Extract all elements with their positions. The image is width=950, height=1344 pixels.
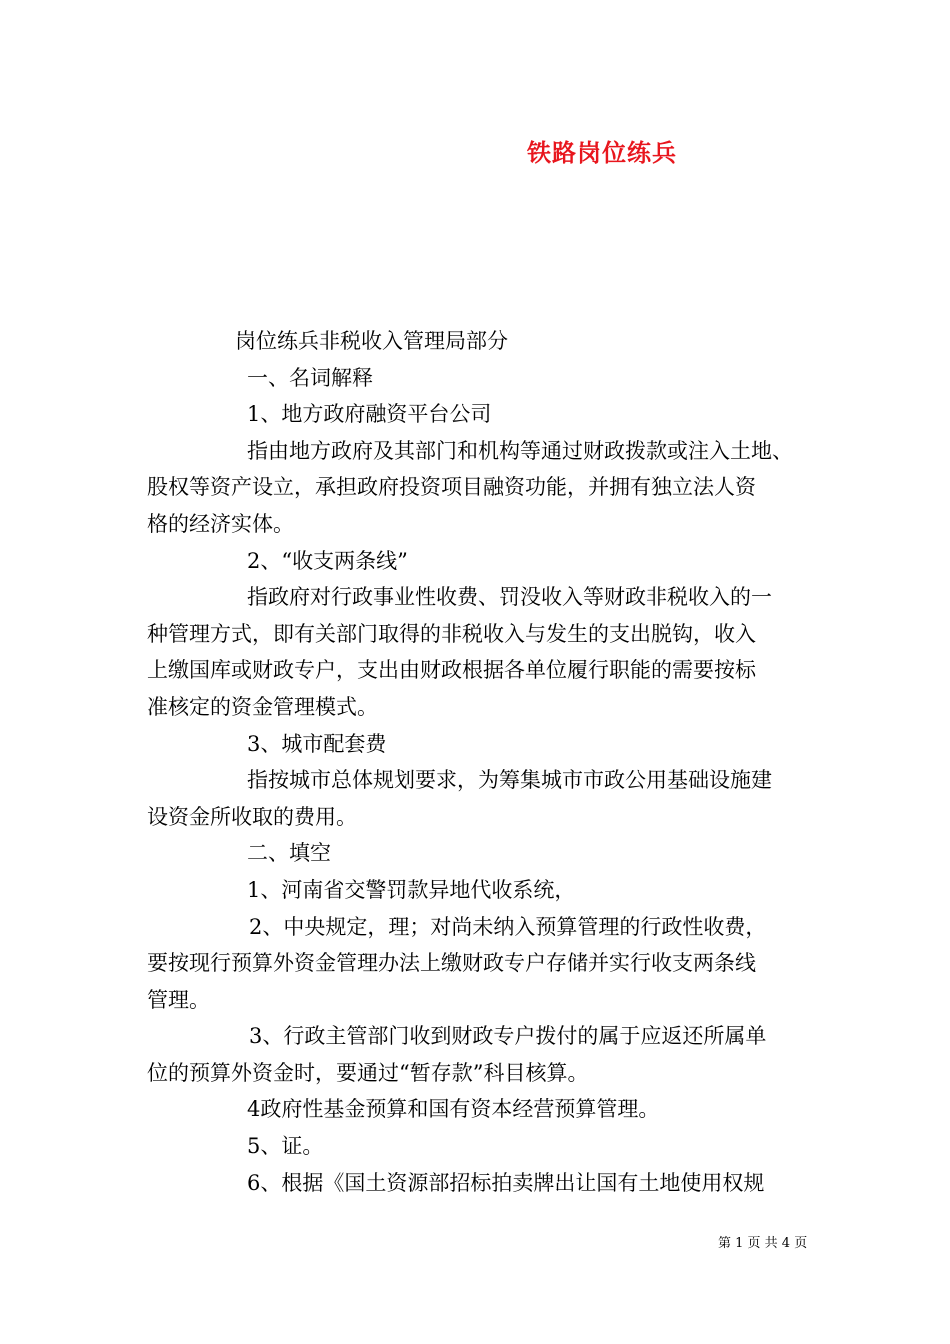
section-heading: 岗位练兵非税收入管理局部分 xyxy=(235,329,508,353)
term-heading: 3、城市配套费 xyxy=(247,731,387,756)
paragraph-line: 上缴国库或财政专户，支出由财政根据各单位履行职能的需要按标 xyxy=(147,658,756,683)
paragraph-line: 要按现行预算外资金管理办法上缴财政专户存储并实行收支两条线 xyxy=(147,951,756,976)
paragraph-line: 准核定的资金管理模式。 xyxy=(147,694,378,719)
page-footer: 第 1 页 共 4 页 xyxy=(718,1236,808,1251)
paragraph-line: 位的预算外资金时，要通过“暂存款”科目核算。 xyxy=(147,1060,589,1085)
part-heading: 一、名词解释 xyxy=(247,365,373,390)
paragraph-line: 设资金所收取的费用。 xyxy=(147,804,357,829)
paragraph-line: 指由地方政府及其部门和机构等通过财政拨款或注入土地、 xyxy=(247,438,793,463)
fill-item: 6、根据《国土资源部招标拍卖牌出让国有土地使用权规 xyxy=(247,1170,765,1195)
fill-item: 2、中央规定，理；对尚未纳入预算管理的行政性收费， xyxy=(249,914,767,939)
paragraph-line: 股权等资产设立，承担政府投资项目融资功能，并拥有独立法人资 xyxy=(147,475,756,500)
fill-item: 1、河南省交警罚款异地代收系统， xyxy=(247,877,576,902)
paragraph-line: 种管理方式，即有关部门取得的非税收入与发生的支出脱钩，收入 xyxy=(147,621,756,646)
document-title: 铁路岗位练兵 xyxy=(527,138,677,167)
document-body xyxy=(147,323,815,1201)
paragraph-line: 管理。 xyxy=(147,987,210,1012)
fill-item: 4政府性基金预算和国有资本经营预算管理。 xyxy=(247,1097,660,1122)
part-heading: 二、填空 xyxy=(247,841,331,866)
paragraph-line: 格的经济实体。 xyxy=(147,511,294,536)
paragraph-line: 指按城市总体规划要求，为筹集城市市政公用基础设施建 xyxy=(247,768,772,793)
term-heading: 2、“收支两条线” xyxy=(247,548,408,573)
paragraph-line: 指政府对行政事业性收费、罚没收入等财政非税收入的一 xyxy=(247,585,772,610)
fill-item: 3、行政主管部门收到财政专户拨付的属于应返还所属单 xyxy=(249,1024,767,1049)
term-heading: 1、地方政府融资平台公司 xyxy=(247,402,492,427)
fill-item: 5、证。 xyxy=(247,1134,324,1159)
